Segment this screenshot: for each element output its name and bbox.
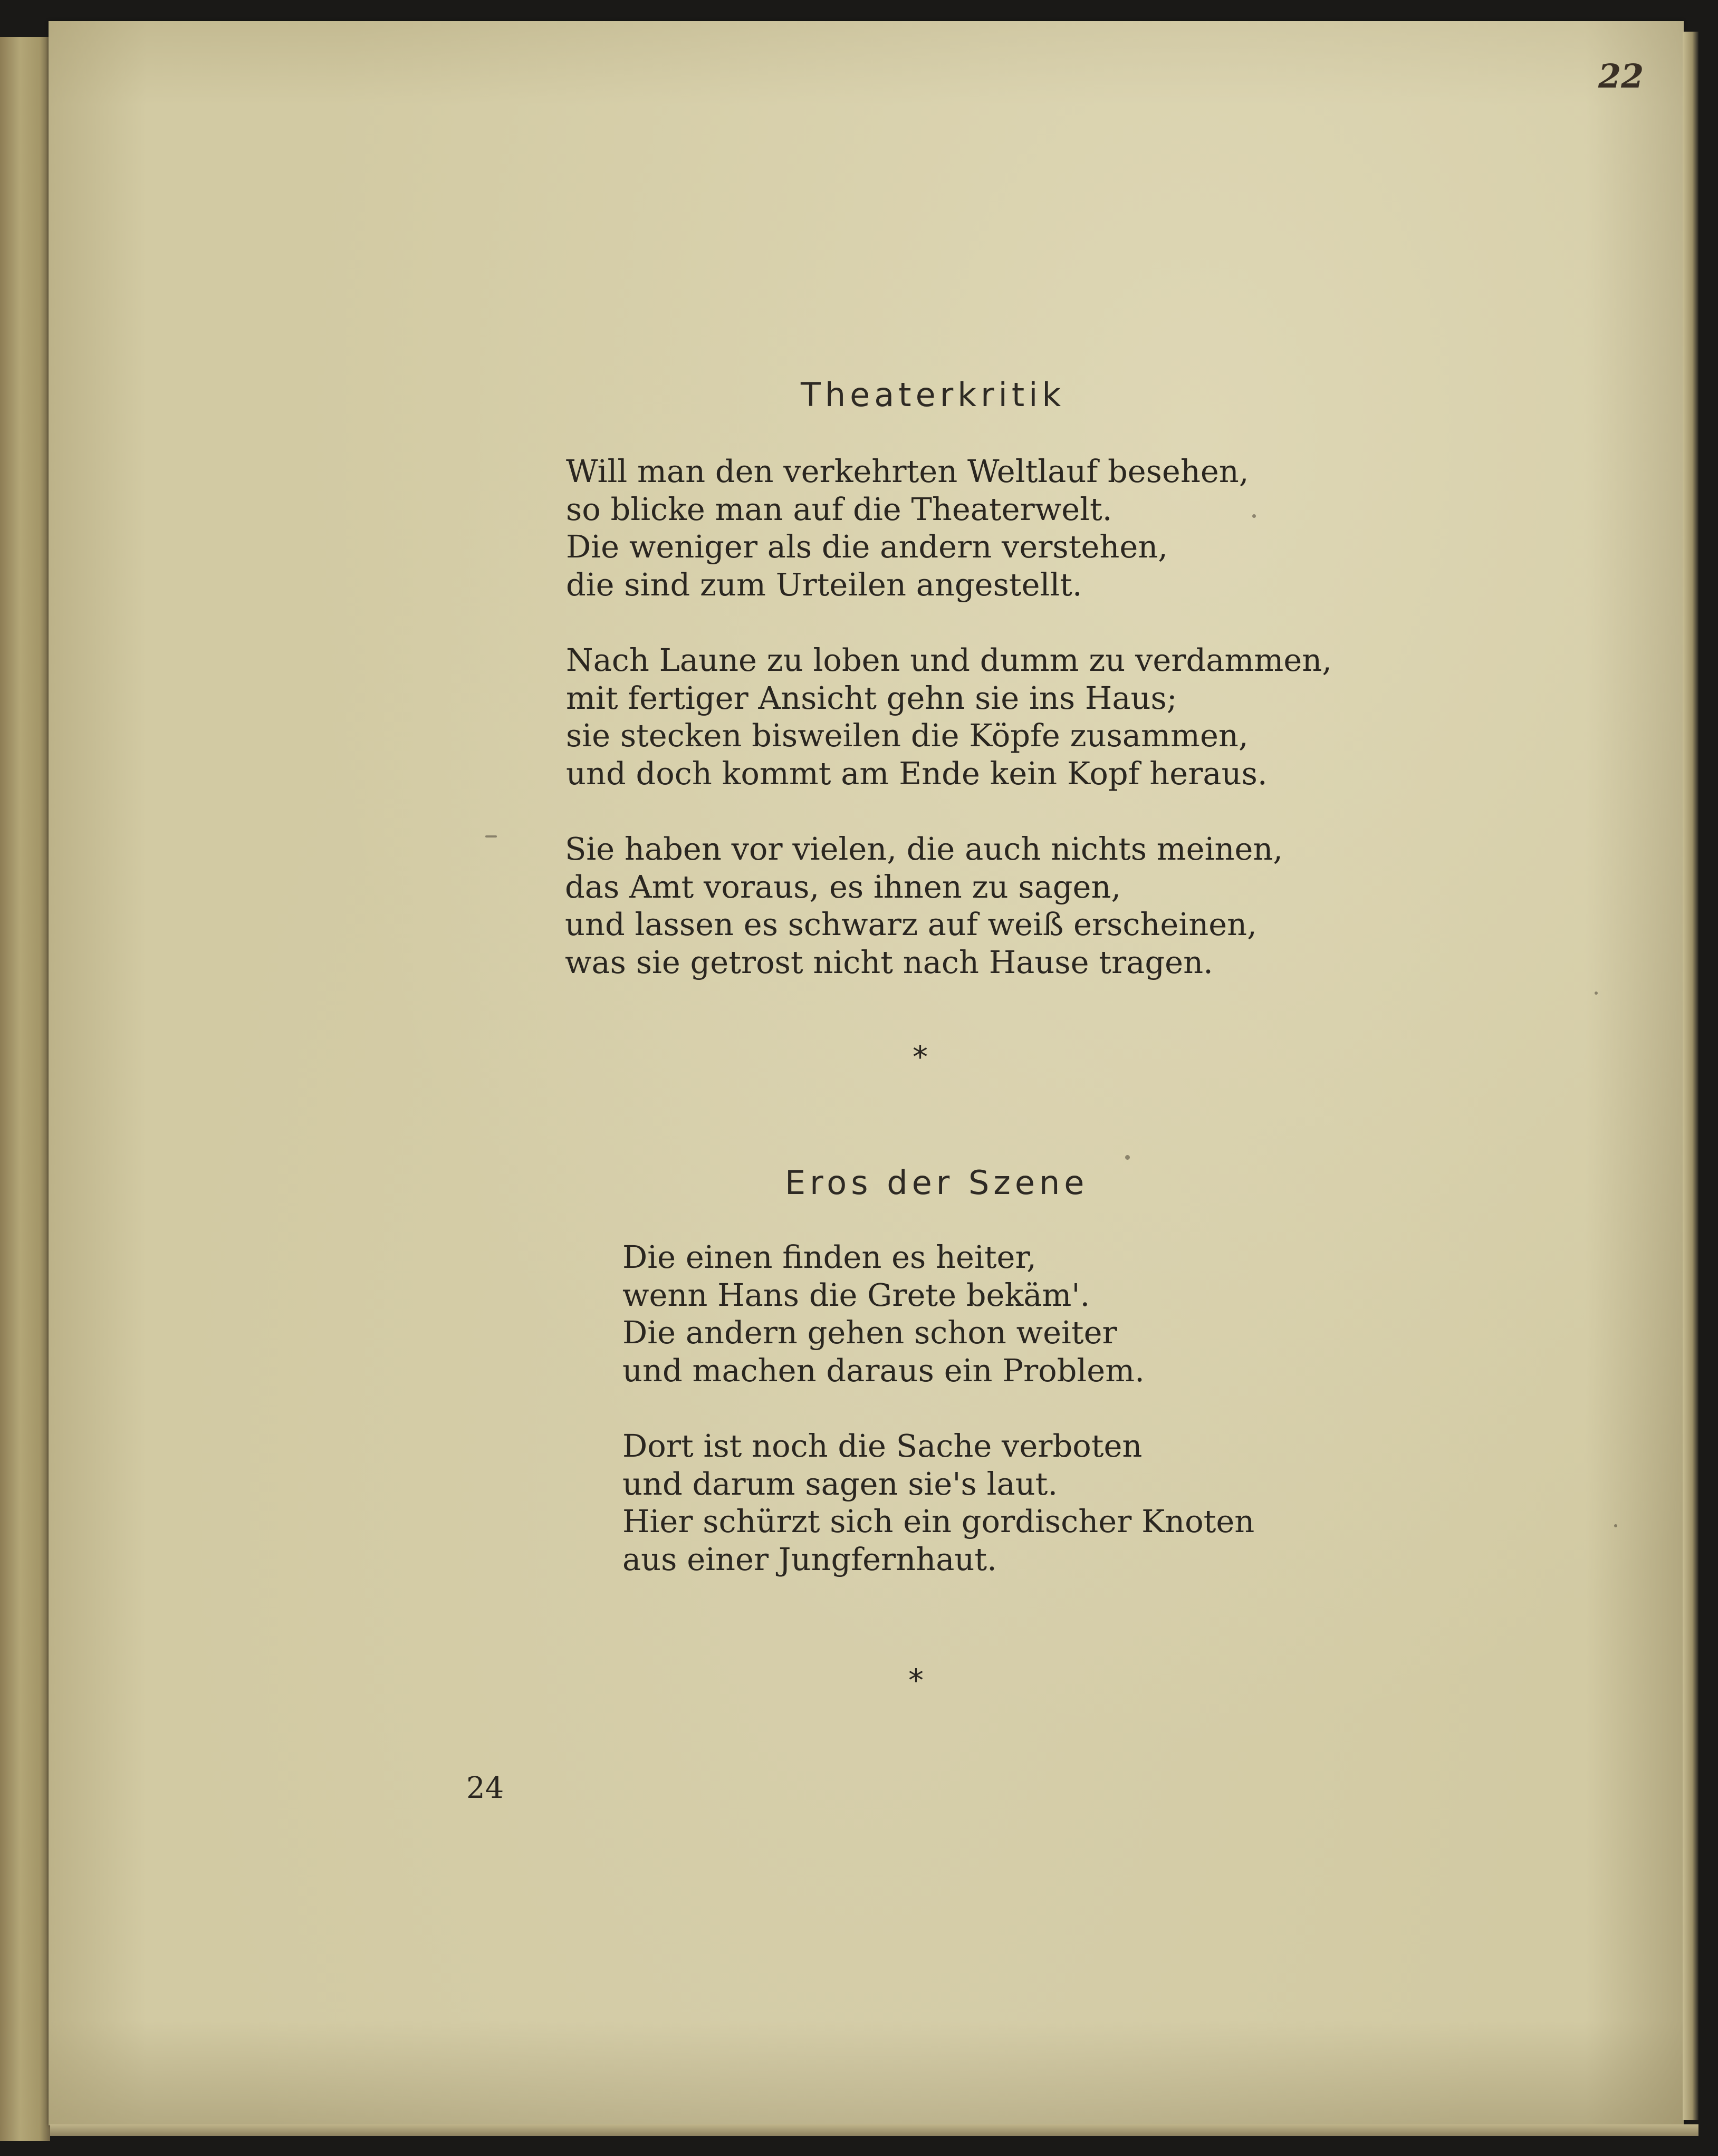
verse-line: wenn Hans die Grete bekäm'.: [622, 1276, 1090, 1313]
verse-line: sie stecken bisweilen die Köpfe zusammen,: [566, 717, 1249, 754]
verse-line: Dort ist noch die Sache verboten: [622, 1428, 1143, 1464]
verse-line: Die andern gehen schon weiter: [622, 1314, 1117, 1351]
stanza: [566, 453, 1249, 603]
poem-title-theaterkritik: Theaterkritik: [801, 376, 1066, 414]
folio-mark: 22: [1598, 57, 1644, 95]
verse-line: das Amt voraus, es ihnen zu sagen,: [565, 868, 1121, 905]
stanza: [566, 641, 1332, 792]
book-page: [49, 21, 1684, 2125]
stanza: [622, 1238, 1145, 1389]
stanza: [565, 830, 1283, 981]
verse-line: Die einen finden es heiter,: [622, 1239, 1036, 1275]
verse-line: Nach Laune zu loben und dumm zu verdammen,: [566, 642, 1332, 678]
verse-line: Sie haben vor vielen, die auch nichts meinen,: [565, 831, 1283, 867]
verse-line: so blicke man auf die Theaterwelt.: [566, 490, 1112, 527]
verse-line: aus einer Jungfernhaut.: [622, 1541, 997, 1577]
left-page-edge: [0, 37, 50, 2141]
paper-speck: [1252, 514, 1256, 518]
verse-line: Die weniger als die andern verstehen,: [566, 528, 1168, 565]
verse-line: Will man den verkehrten Weltlauf besehen,: [566, 453, 1249, 489]
page-number: 24: [466, 1771, 504, 1805]
verse-line: und doch kommt am Ende kein Kopf heraus.: [566, 755, 1268, 792]
page-edge-bottom: [50, 2124, 1698, 2136]
paper-speck: [1595, 992, 1598, 995]
section-separator-asterisk: *: [908, 1662, 924, 1698]
verse-line: die sind zum Urteilen angestellt.: [566, 566, 1082, 603]
paper-speck: [1614, 1524, 1617, 1527]
paper-speck: [1125, 1155, 1130, 1160]
stanza: [622, 1427, 1254, 1578]
paper-speck: [485, 835, 497, 838]
section-separator-asterisk: *: [913, 1039, 928, 1075]
verse-line: und lassen es schwarz auf weiß erscheinen,: [565, 906, 1257, 942]
verse-line: und darum sagen sie's laut.: [622, 1465, 1058, 1502]
page-edge-right: [1683, 32, 1698, 2120]
verse-line: Hier schürzt sich ein gordischer Knoten: [622, 1503, 1255, 1539]
verse-line: mit fertiger Ansicht gehn sie ins Haus;: [566, 679, 1177, 716]
verse-line: und machen daraus ein Problem.: [622, 1352, 1145, 1389]
verse-line: was sie getrost nicht nach Hause tragen.: [565, 944, 1213, 980]
poem-title-eros-der-szene: Eros der Szene: [785, 1163, 1089, 1202]
